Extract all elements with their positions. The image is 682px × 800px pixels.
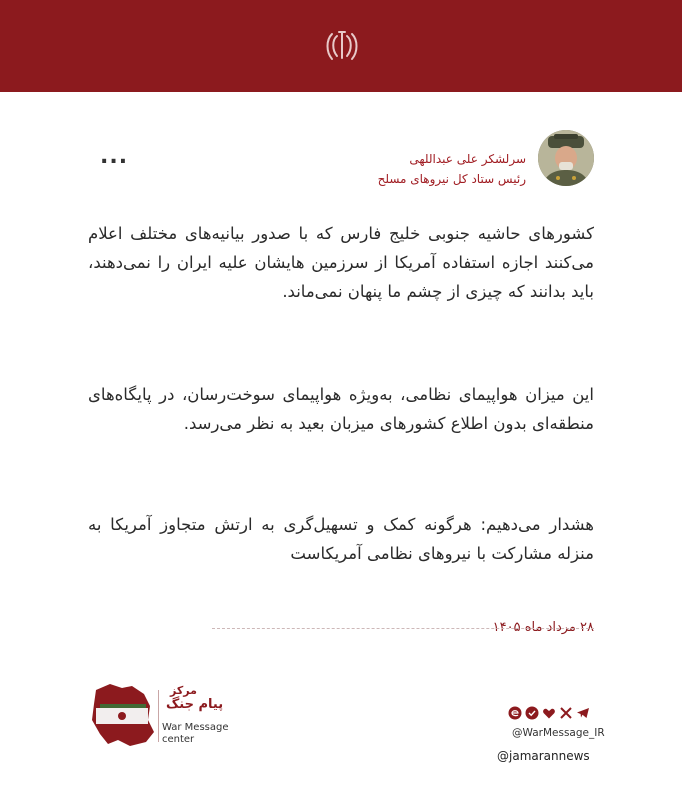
- bale-icon[interactable]: [525, 706, 539, 720]
- more-options-button[interactable]: ...: [100, 144, 129, 169]
- author-title: رئیس ستاد کل نیروهای مسلح: [377, 172, 526, 186]
- avatar-image: [538, 130, 594, 186]
- post-paragraph-1: کشورهای حاشیه جنوبی خلیج فارس که با صدور بیانیه‌های مختلف اعلام می‌کنند اجازه استفاده آمریکا از سرزمین هایشان علیه ایران را نمی‌دهند، باید بدانند که چیزی از چشم ما پنهان نمی‌ماند.: [88, 224, 594, 301]
- date-divider: [212, 628, 594, 630]
- jamaran-handle[interactable]: @jamarannews: [497, 749, 590, 763]
- post-date: ۲۸ مرداد ماه ۱۴۰۵: [492, 620, 594, 635]
- post-paragraph-2: این میزان هواپیمای نظامی، به‌ویژه هواپیمای سوخت‌رسان، در پایگاه‌های منطقه‌ای بدون اطلاع کشورهای میزبان بعید به نظر می‌رسد.: [88, 385, 594, 433]
- post-paragraph-3: هشدار می‌دهیم: هرگونه کمک و تسهیل‌گری به ارتش متجاوز آمریکا به منزله مشارکت با نیروهای نظامی آمریکاست: [88, 515, 594, 563]
- brand-name-fa-line2: پیام جنگ: [166, 697, 224, 712]
- brand-divider: [158, 690, 159, 742]
- eitaa-icon[interactable]: [508, 706, 522, 720]
- brand-name-en-line1: War Message: [162, 722, 229, 733]
- author-avatar[interactable]: [538, 130, 594, 186]
- header-banner: [0, 0, 682, 92]
- telegram-icon[interactable]: [576, 706, 590, 720]
- iran-map-flag-logo: [88, 680, 158, 752]
- instagram-icon[interactable]: [542, 706, 556, 720]
- brand-name-fa-line1: مرکز: [170, 684, 197, 697]
- iran-emblem-icon: [324, 26, 360, 66]
- brand-name-en-line2: center: [162, 734, 195, 745]
- x-icon[interactable]: [559, 706, 573, 720]
- warmessage-handle[interactable]: @WarMessage_IR: [512, 727, 605, 739]
- author-name[interactable]: سرلشکر علی عبداللهی: [409, 152, 526, 166]
- social-icons-row: [508, 706, 590, 722]
